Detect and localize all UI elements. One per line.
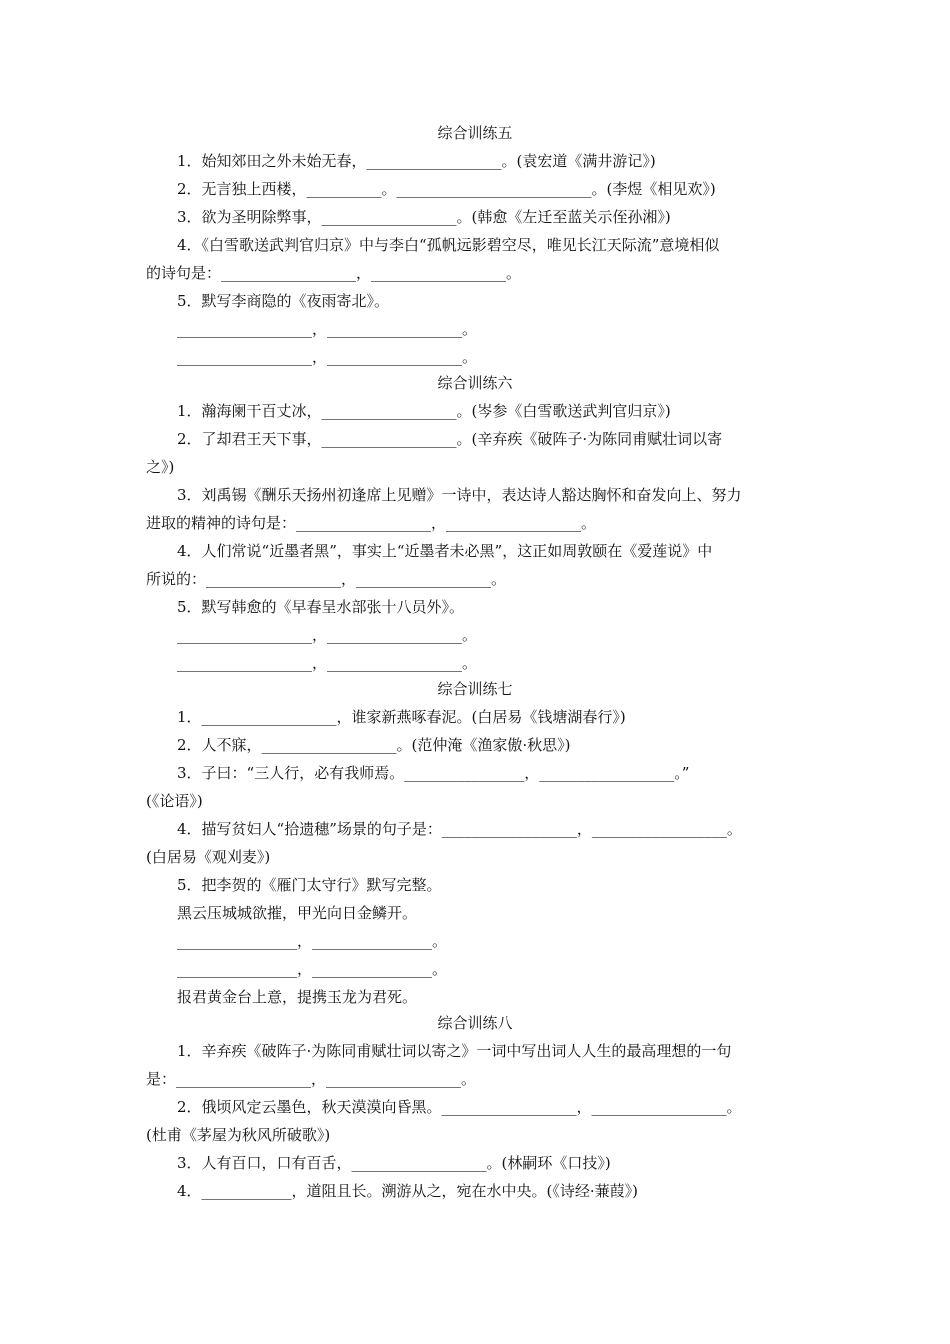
answer-line: ________________，________________。 (177, 932, 448, 950)
answer-line: ________________，________________。 (177, 960, 448, 978)
question-line: 的诗句是：__________________，__________________。 (146, 264, 522, 282)
section-title: 综合训练八 (437, 1014, 513, 1032)
question-line: 是：__________________，__________________。 (146, 1070, 477, 1088)
section-title: 综合训练五 (437, 124, 513, 142)
question-line: 4．____________，道阻且长。溯游从之，宛在水中央。(《诗经·蒹葭》) (177, 1182, 639, 1200)
question-line: 5．把李贺的《雁门太守行》默写完整。 (177, 876, 442, 894)
question-line: 1．始知郊田之外未始无春，__________________。(袁宏道《满井游记》) (177, 152, 656, 170)
question-line: 进取的精神的诗句是：__________________，__________________。 (146, 514, 597, 532)
question-line: (《论语》) (146, 792, 203, 810)
question-line: 所说的：__________________，__________________。 (146, 570, 507, 588)
question-line: 之》) (146, 458, 175, 476)
question-line: 4．《白雪歌送武判官归京》中与李白“孤帆远影碧空尽，唯见长江天际流”意境相似 (177, 236, 720, 254)
question-line: 2．了却君王天下事，__________________。(辛弃疾《破阵子·为陈同甫赋壮词以寄 (177, 430, 723, 448)
question-line: 2．无言独上西楼，__________。__________________________。(李煜《相见欢》) (177, 180, 716, 198)
answer-line: __________________，__________________。 (177, 320, 478, 338)
question-line: 3．人有百口，口有百舌，__________________。(林嗣环《口技》) (177, 1154, 611, 1172)
question-line: 1．__________________，谁家新燕啄春泥。(白居易《钱塘湖春行》) (177, 708, 626, 726)
answer-line: __________________，__________________。 (177, 654, 478, 672)
answer-line: __________________，__________________。 (177, 626, 478, 644)
question-line: (杜甫《茅屋为秋风所破歌》) (146, 1126, 331, 1144)
section-title: 综合训练七 (437, 680, 513, 698)
poem-line: 黑云压城城欲摧，甲光向日金鳞开。 (177, 904, 418, 922)
question-line: 4．人们常说“近墨者黑”，事实上“近墨者未必黑”，这正如周敦颐在《爱莲说》中 (177, 542, 713, 560)
poem-line: 报君黄金台上意，提携玉龙为君死。 (177, 988, 418, 1006)
question-line: 1．辛弃疾《破阵子·为陈同甫赋壮词以寄之》一词中写出词人人生的最高理想的一句 (177, 1042, 732, 1060)
question-line: 3．刘禹锡《酬乐天扬州初逢席上见赠》一诗中，表达诗人豁达胸怀和奋发向上、努力 (177, 486, 742, 504)
question-line: 5．默写韩愈的《早春呈水部张十八员外》。 (177, 598, 465, 616)
question-line: 4．描写贫妇人“拾遗穗”场景的句子是：__________________，__________________。 (177, 820, 742, 838)
question-line: 3．子曰：“三人行，必有我师焉。________________，__________________。” (177, 764, 690, 782)
question-line: 5．默写李商隐的《夜雨寄北》。 (177, 292, 390, 310)
question-line: 1．瀚海阑干百丈冰，__________________。(岑参《白雪歌送武判官归京》) (177, 402, 671, 420)
question-line: 2．人不寐，__________________。(范仲淹《渔家傲·秋思》) (177, 736, 571, 754)
section-title: 综合训练六 (437, 374, 513, 392)
question-line: 2．俄顷风定云墨色，秋天漠漠向昏黑。__________________，__________________。 (177, 1098, 742, 1116)
answer-line: __________________，__________________。 (177, 348, 478, 366)
question-line: (白居易《观刈麦》) (146, 848, 271, 866)
question-line: 3．欲为圣明除弊事，__________________。(韩愈《左迁至蓝关示侄孙湘》) (177, 208, 671, 226)
